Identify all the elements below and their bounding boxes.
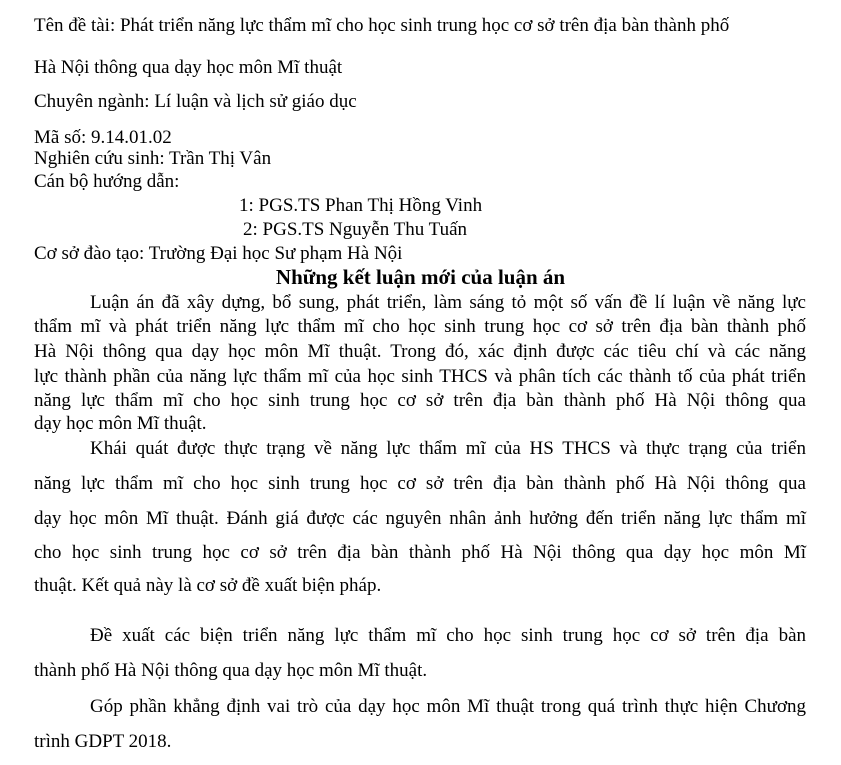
paragraph-2-line: cho học sinh trung học cơ sở trên địa bàn thành phố Hà Nội thông qua dạy học môn Mĩ xyxy=(34,542,806,563)
paragraph-1-line: Hà Nội thông qua dạy học môn Mĩ thuật. Trong đó, xác định được các tiêu chí và các năng xyxy=(34,341,806,362)
advisor-1: 1: PGS.TS Phan Thị Hồng Vinh xyxy=(239,195,483,216)
paragraph-2-line: Khái quát được thực trạng về năng lực thẩm mĩ của HS THCS và thực trạng của triển xyxy=(90,438,806,459)
thesis-title-line-1: Tên đề tài: Phát triển năng lực thẩm mĩ cho học sinh trung học cơ sở trên địa bàn thành phố xyxy=(34,15,730,36)
major-line: Chuyên ngành: Lí luận và lịch sử giáo dục xyxy=(34,91,357,112)
paragraph-2-line: dạy học môn Mĩ thuật. Đánh giá được các nguyên nhân ảnh hưởng đến triển năng lực thẩm mĩ xyxy=(34,508,806,529)
paragraph-1-line: lực thành phần của năng lực thẩm mĩ của học sinh THCS và phân tích các thành tố của phát triển xyxy=(34,366,806,387)
paragraph-4-line: Góp phần khẳng định vai trò của dạy học môn Mĩ thuật trong quá trình thực hiện Chương xyxy=(90,696,806,717)
institution-line: Cơ sở đào tạo: Trường Đại học Sư phạm Hà Nội xyxy=(34,243,403,264)
section-heading: Những kết luận mới của luận án xyxy=(275,265,566,289)
advisor-2: 2: PGS.TS Nguyễn Thu Tuấn xyxy=(243,219,468,240)
student-line: Nghiên cứu sinh: Trần Thị Vân xyxy=(34,148,272,169)
paragraph-1-line: năng lực thẩm mĩ cho học sinh trung học cơ sở trên địa bàn thành phố Hà Nội thông qua xyxy=(34,390,806,411)
paragraph-1-line: Luận án đã xây dựng, bổ sung, phát triển, làm sáng tỏ một số vấn đề lí luận về năng lực xyxy=(90,292,806,313)
paragraph-1-line: thẩm mĩ và phát triển năng lực thẩm mĩ cho học sinh trung học cơ sở trên địa bàn thành phố xyxy=(34,316,806,337)
paragraph-1-line: dạy học môn Mĩ thuật. xyxy=(34,413,207,434)
paragraph-2-line: thuật. Kết quả này là cơ sở đề xuất biện pháp. xyxy=(34,575,382,596)
paragraph-4-line: trình GDPT 2018. xyxy=(34,731,172,752)
paragraph-3-line: thành phố Hà Nội thông qua dạy học môn Mĩ thuật. xyxy=(34,660,428,681)
thesis-title-line-2: Hà Nội thông qua dạy học môn Mĩ thuật xyxy=(34,57,343,78)
paragraph-2-line: năng lực thẩm mĩ cho học sinh trung học cơ sở trên địa bàn thành phố Hà Nội thông qua xyxy=(34,473,806,494)
advisor-label: Cán bộ hướng dẫn: xyxy=(34,171,180,192)
paragraph-3-line: Đề xuất các biện triển năng lực thẩm mĩ cho học sinh trung học cơ sở trên địa bàn xyxy=(90,625,806,646)
code-line: Mã số: 9.14.01.02 xyxy=(34,127,172,148)
